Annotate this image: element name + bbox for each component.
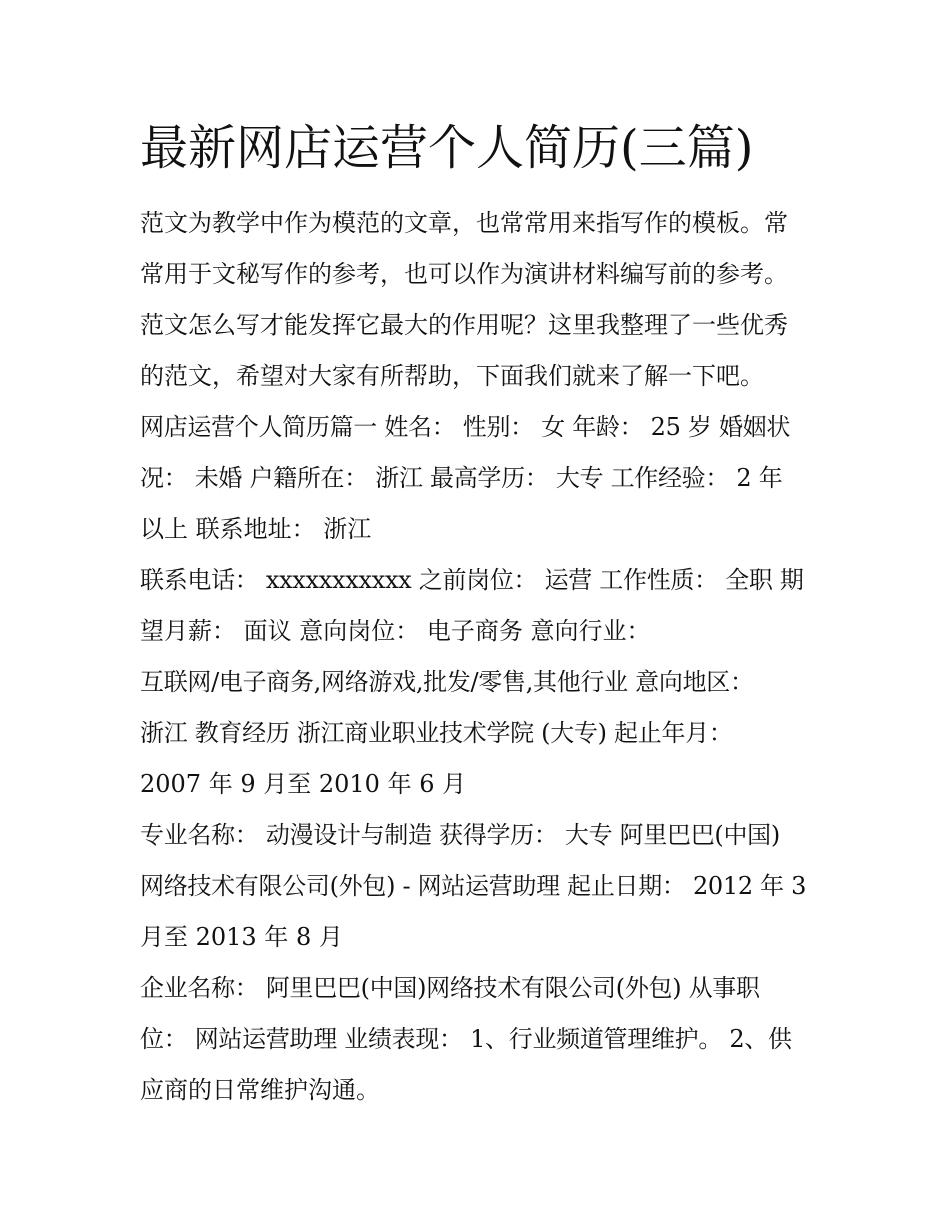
body-line: 2007 年 9 月至 2010 年 6 月	[140, 770, 467, 798]
body-line: 常用于文秘写作的参考，也可以作为演讲材料编写前的参考。	[140, 260, 788, 288]
body-line: 联系电话： xxxxxxxxxxx 之前岗位： 运营 工作性质： 全职 期	[140, 566, 804, 594]
body-line: 范文怎么写才能发挥它最大的作用呢？这里我整理了一些优秀	[140, 311, 788, 339]
body-line: 专业名称： 动漫设计与制造 获得学历： 大专 阿里巴巴(中国)	[140, 821, 780, 849]
body-line: 望月薪： 面议 意向岗位： 电子商务 意向行业：	[140, 617, 651, 645]
body-line: 网店运营个人简历篇一 姓名： 性别： 女 年龄： 25 岁 婚姻状	[140, 413, 791, 441]
body-line: 浙江 教育经历 浙江商业职业技术学院 (大专) 起止年月：	[140, 719, 733, 747]
body-line: 互联网/电子商务,网络游戏,批发/零售,其他行业 意向地区：	[140, 668, 754, 696]
body-line: 范文为教学中作为模范的文章，也常常用来指写作的模板。常	[140, 209, 788, 237]
body-line: 网络技术有限公司(外包) - 网站运营助理 起止日期： 2012 年 3	[140, 872, 807, 900]
document-body	[140, 198, 820, 1116]
body-line: 以上 联系地址： 浙江	[140, 515, 372, 543]
body-line: 应商的日常维护沟通。	[140, 1076, 380, 1104]
body-line: 况： 未婚 户籍所在： 浙江 最高学历： 大专 工作经验： 2 年	[140, 464, 783, 492]
body-line: 的范文，希望对大家有所帮助，下面我们就来了解一下吧。	[140, 362, 764, 390]
body-line: 月至 2013 年 8 月	[140, 923, 343, 951]
body-line: 企业名称： 阿里巴巴(中国)网络技术有限公司(外包) 从事职	[140, 974, 760, 1002]
body-line: 位： 网站运营助理 业绩表现： 1、行业频道管理维护。 2、供	[140, 1025, 792, 1053]
document-title: 最新网店运营个人简历(三篇)	[140, 120, 754, 176]
